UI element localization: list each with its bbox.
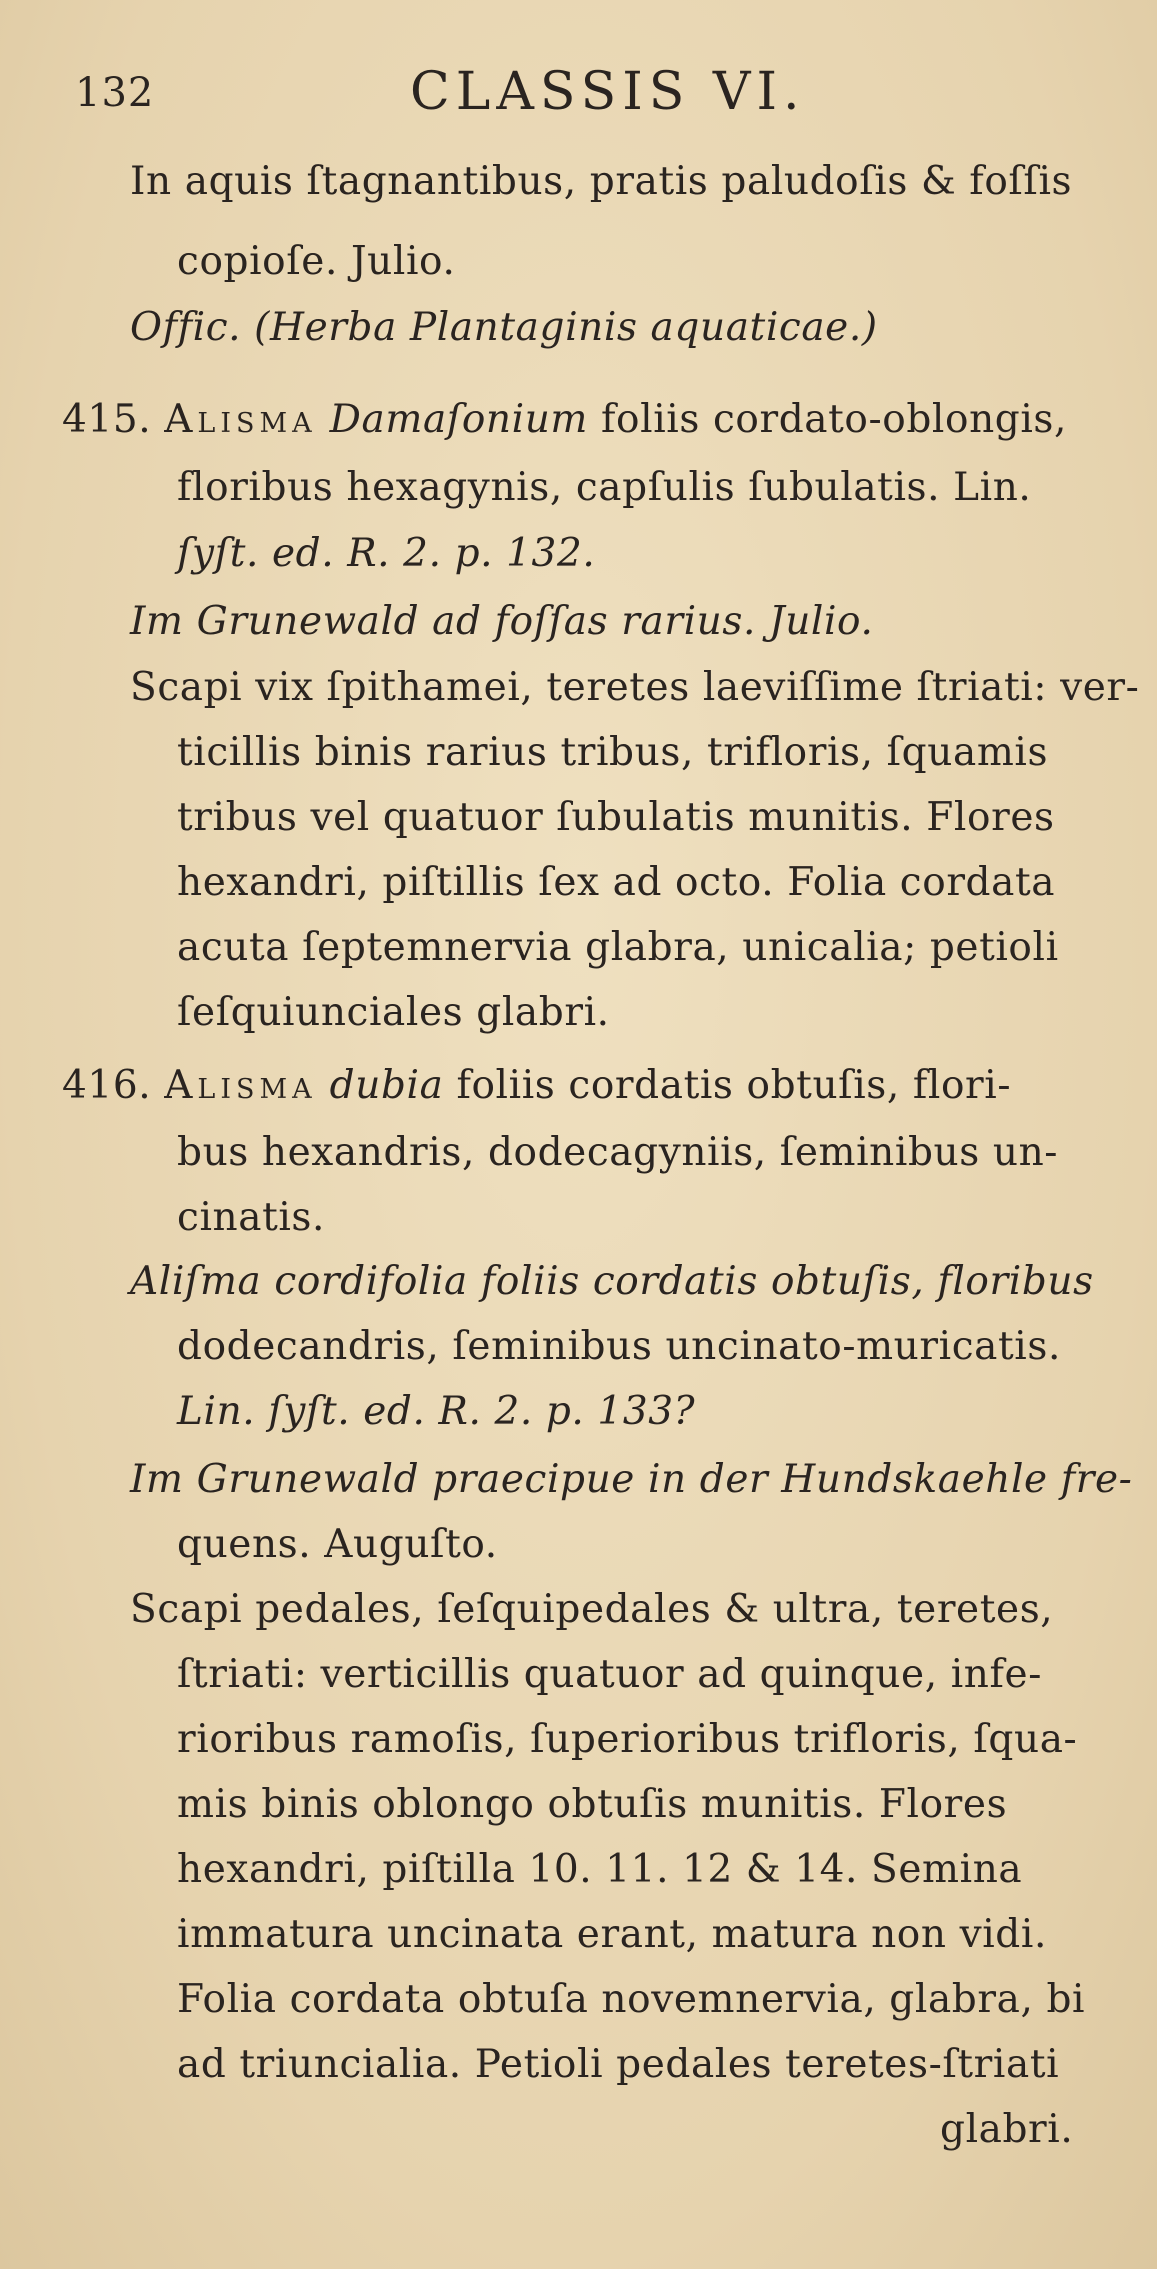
text-line: Offic. (Herba Plantaginis aquaticae.) <box>130 305 878 350</box>
text-line: tribus vel quatuor ſubulatis munitis. Flores <box>177 795 1055 840</box>
text-line: mis binis oblongo obtuſis munitis. Flores <box>177 1782 1008 1827</box>
text-line: Lin. ſyſt. ed. R. 2. p. 133? <box>177 1389 696 1434</box>
species-name: dubia <box>329 1063 444 1108</box>
entry-heading-415 <box>62 397 1068 442</box>
running-head: CLASSIS VI. <box>410 62 806 122</box>
text-line: Im Grunewald praecipue in der Hundskaehle fre- <box>130 1457 1133 1502</box>
text-line: copioſe. Julio. <box>177 239 456 284</box>
text-line: rioribus ramoſis, ſuperioribus trifloris, ſqua- <box>177 1717 1078 1762</box>
entry-heading-416 <box>62 1063 1012 1108</box>
text-line: In aquis ſtagnantibus, pratis paludoſis & foſſis <box>130 159 1073 204</box>
text-line: quens. Auguſto. <box>177 1522 498 1567</box>
text-line: ſeſquiunciales glabri. <box>177 990 610 1035</box>
page-number: 132 <box>75 70 155 116</box>
text-line: acuta ſeptemnervia glabra, unicalia; petioli <box>177 925 1059 970</box>
species-name: Damaſonium <box>329 397 589 442</box>
diagnosis-text: foliis cordato-oblongis, <box>601 397 1068 442</box>
text-line: bus hexandris, dodecagyniis, ſeminibus un- <box>177 1130 1059 1175</box>
text-line: Aliſma cordifolia foliis cordatis obtuſis, floribus <box>130 1259 1094 1304</box>
text-line: ſtriati: verticillis quatuor ad quinque, infe- <box>177 1652 1042 1697</box>
text-line: Im Grunewald ad foſſas rarius. Julio. <box>130 599 874 644</box>
text-line: ſyſt. ed. R. 2. p. 132. <box>177 531 596 576</box>
entry-number: 415. <box>62 397 152 442</box>
entry-number: 416. <box>62 1063 152 1108</box>
genus-name: Alisma <box>164 1063 317 1108</box>
text-line: ticillis binis rarius tribus, trifloris, ſquamis <box>177 730 1049 775</box>
text-line: dodecandris, ſeminibus uncinato-muricatis. <box>177 1324 1061 1369</box>
text-line: cinatis. <box>177 1195 326 1240</box>
text-line: glabri. <box>940 2107 1074 2152</box>
text-line: Scapi vix ſpithamei, teretes laeviſſime ſtriati: ver- <box>130 665 1140 710</box>
text-line: Scapi pedales, ſeſquipedales & ultra, teretes, <box>130 1587 1054 1632</box>
text-line: ad triuncialia. Petioli pedales teretes-ſtriati <box>177 2042 1060 2087</box>
text-line: hexandri, piſtillis ſex ad octo. Folia cordata <box>177 860 1056 905</box>
text-line: Folia cordata obtuſa novemnervia, glabra, bi <box>177 1977 1086 2022</box>
diagnosis-text: foliis cordatis obtuſis, flori- <box>456 1063 1012 1108</box>
page-header <box>0 62 1157 132</box>
text-line: immatura uncinata erant, matura non vidi. <box>177 1912 1047 1957</box>
genus-name: Alisma <box>164 397 317 442</box>
text-line: hexandri, piſtilla 10. 11. 12 & 14. Semina <box>177 1847 1023 1892</box>
text-line: floribus hexagynis, capſulis ſubulatis. Lin. <box>177 465 1032 510</box>
